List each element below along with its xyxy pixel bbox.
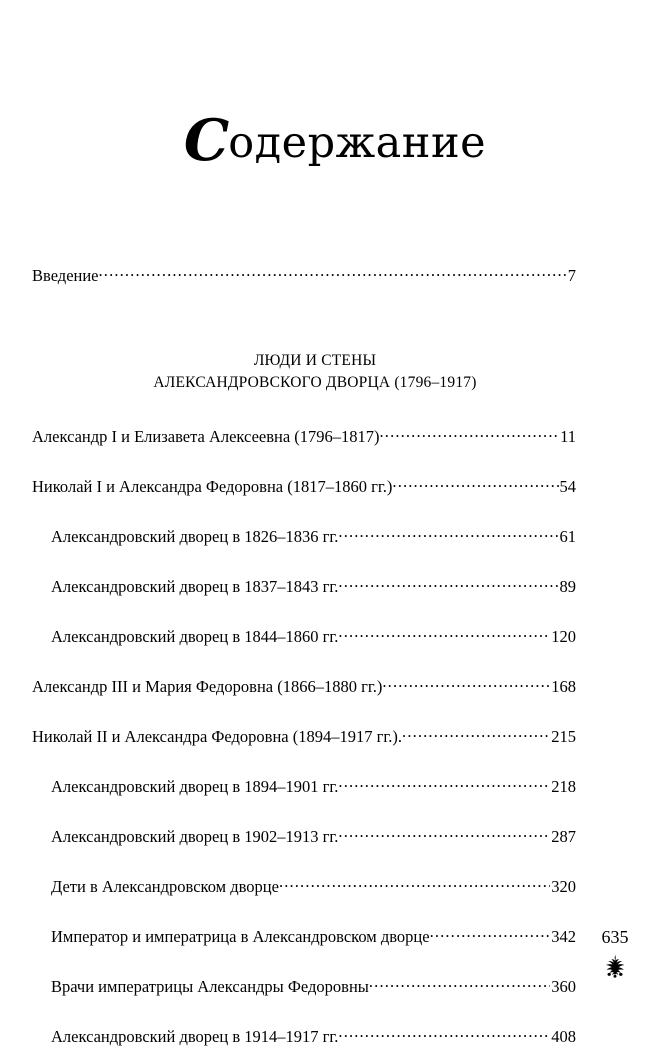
toc-entry[interactable] [32, 264, 576, 284]
toc-entry[interactable] [32, 575, 576, 595]
toc-entry-label: Александровский дворец в 1914–1917 гг. [51, 1026, 339, 1046]
toc-leader-dots [338, 1025, 550, 1042]
toc-leader-dots [338, 775, 550, 792]
toc-entry-label: Александровский дворец в 1902–1913 гг. [51, 826, 339, 846]
toc-entry[interactable] [32, 825, 576, 845]
toc-entry[interactable] [32, 625, 576, 645]
toc-entry-label: Николай II и Александра Федоровна (1894–1917 гг.). [32, 726, 403, 746]
toc-leader-dots [430, 925, 551, 942]
toc-entry[interactable] [32, 875, 576, 895]
toc-entry[interactable] [32, 425, 576, 445]
toc-entry-page-number: 11 [560, 426, 576, 446]
page-number: 635 [601, 927, 629, 947]
toc-leader-dots [380, 425, 560, 442]
toc-entry-page-number: 168 [551, 676, 576, 696]
toc-entry-page-number: 320 [551, 876, 576, 896]
page-title [0, 107, 670, 174]
toc-entry[interactable] [32, 475, 576, 495]
toc-entry-page-number: 7 [567, 265, 576, 285]
toc-entry[interactable] [32, 975, 576, 995]
toc-entry-page-number: 54 [559, 476, 576, 496]
toc-entry-label: Александровский дворец в 1844–1860 гг. [51, 626, 339, 646]
toc-entry-label: Александровский дворец в 1837–1843 гг. [51, 576, 339, 596]
toc-entry-label: Александр III и Мария Федоровна (1866–1880 гг.) [32, 676, 383, 696]
toc-leader-dots [279, 875, 550, 892]
section-heading-line-2: АЛЕКСАНДРОВСКОГО ДВОРЦА (1796–1917) [153, 374, 477, 391]
toc-entry[interactable] [32, 675, 576, 695]
toc-entry-page-number: 218 [551, 776, 576, 796]
toc-leader-dots [338, 825, 550, 842]
toc-entry-label: Николай I и Александра Федоровна (1817–1860 гг.) [32, 476, 393, 496]
toc-entry-page-number: 120 [551, 626, 576, 646]
table-of-contents-list [32, 264, 576, 1045]
toc-entry[interactable] [32, 725, 576, 745]
toc-entry-page-number: 342 [551, 926, 576, 946]
toc-entry[interactable] [32, 925, 576, 945]
toc-entry-page-number: 61 [559, 526, 576, 546]
toc-entry-label: Александровский дворец в 1826–1836 гг. [51, 526, 339, 546]
title-text: одержание [228, 118, 487, 168]
toc-entry-label: Александр I и Елизавета Алексеевна (1796–1817) [32, 426, 380, 446]
toc-entry-page-number: 287 [551, 826, 576, 846]
toc-leader-dots [392, 475, 558, 492]
toc-leader-dots [338, 625, 550, 642]
toc-leader-dots [402, 725, 550, 742]
toc-leader-dots [382, 675, 550, 692]
toc-entry-label: Император и императрица в Александровском дворце [51, 926, 430, 946]
toc-entry-page-number: 215 [551, 726, 576, 746]
toc-entry-page-number: 89 [559, 576, 576, 596]
toc-entry[interactable] [32, 775, 576, 795]
toc-entry-label: Введение [32, 265, 99, 285]
toc-entry-label: Александровский дворец в 1894–1901 гг. [51, 776, 339, 796]
title-drop-cap: С [183, 107, 229, 174]
toc-entry-label: Дети в Александровском дворце [51, 876, 279, 896]
toc-leader-dots [99, 264, 567, 281]
section-heading-line-1: ЛЮДИ И СТЕНЫ [253, 352, 377, 369]
toc-entry[interactable] [32, 1025, 576, 1045]
fleuron-ornament-icon [580, 952, 650, 978]
toc-leader-dots [338, 575, 558, 592]
toc-entry-label: Врачи императрицы Александры Федоровны [51, 976, 369, 996]
toc-entry-page-number: 408 [551, 1026, 576, 1046]
toc-leader-dots [369, 975, 550, 992]
toc-leader-dots [338, 525, 558, 542]
toc-entry-page-number: 360 [551, 976, 576, 996]
toc-entry[interactable] [32, 525, 576, 545]
